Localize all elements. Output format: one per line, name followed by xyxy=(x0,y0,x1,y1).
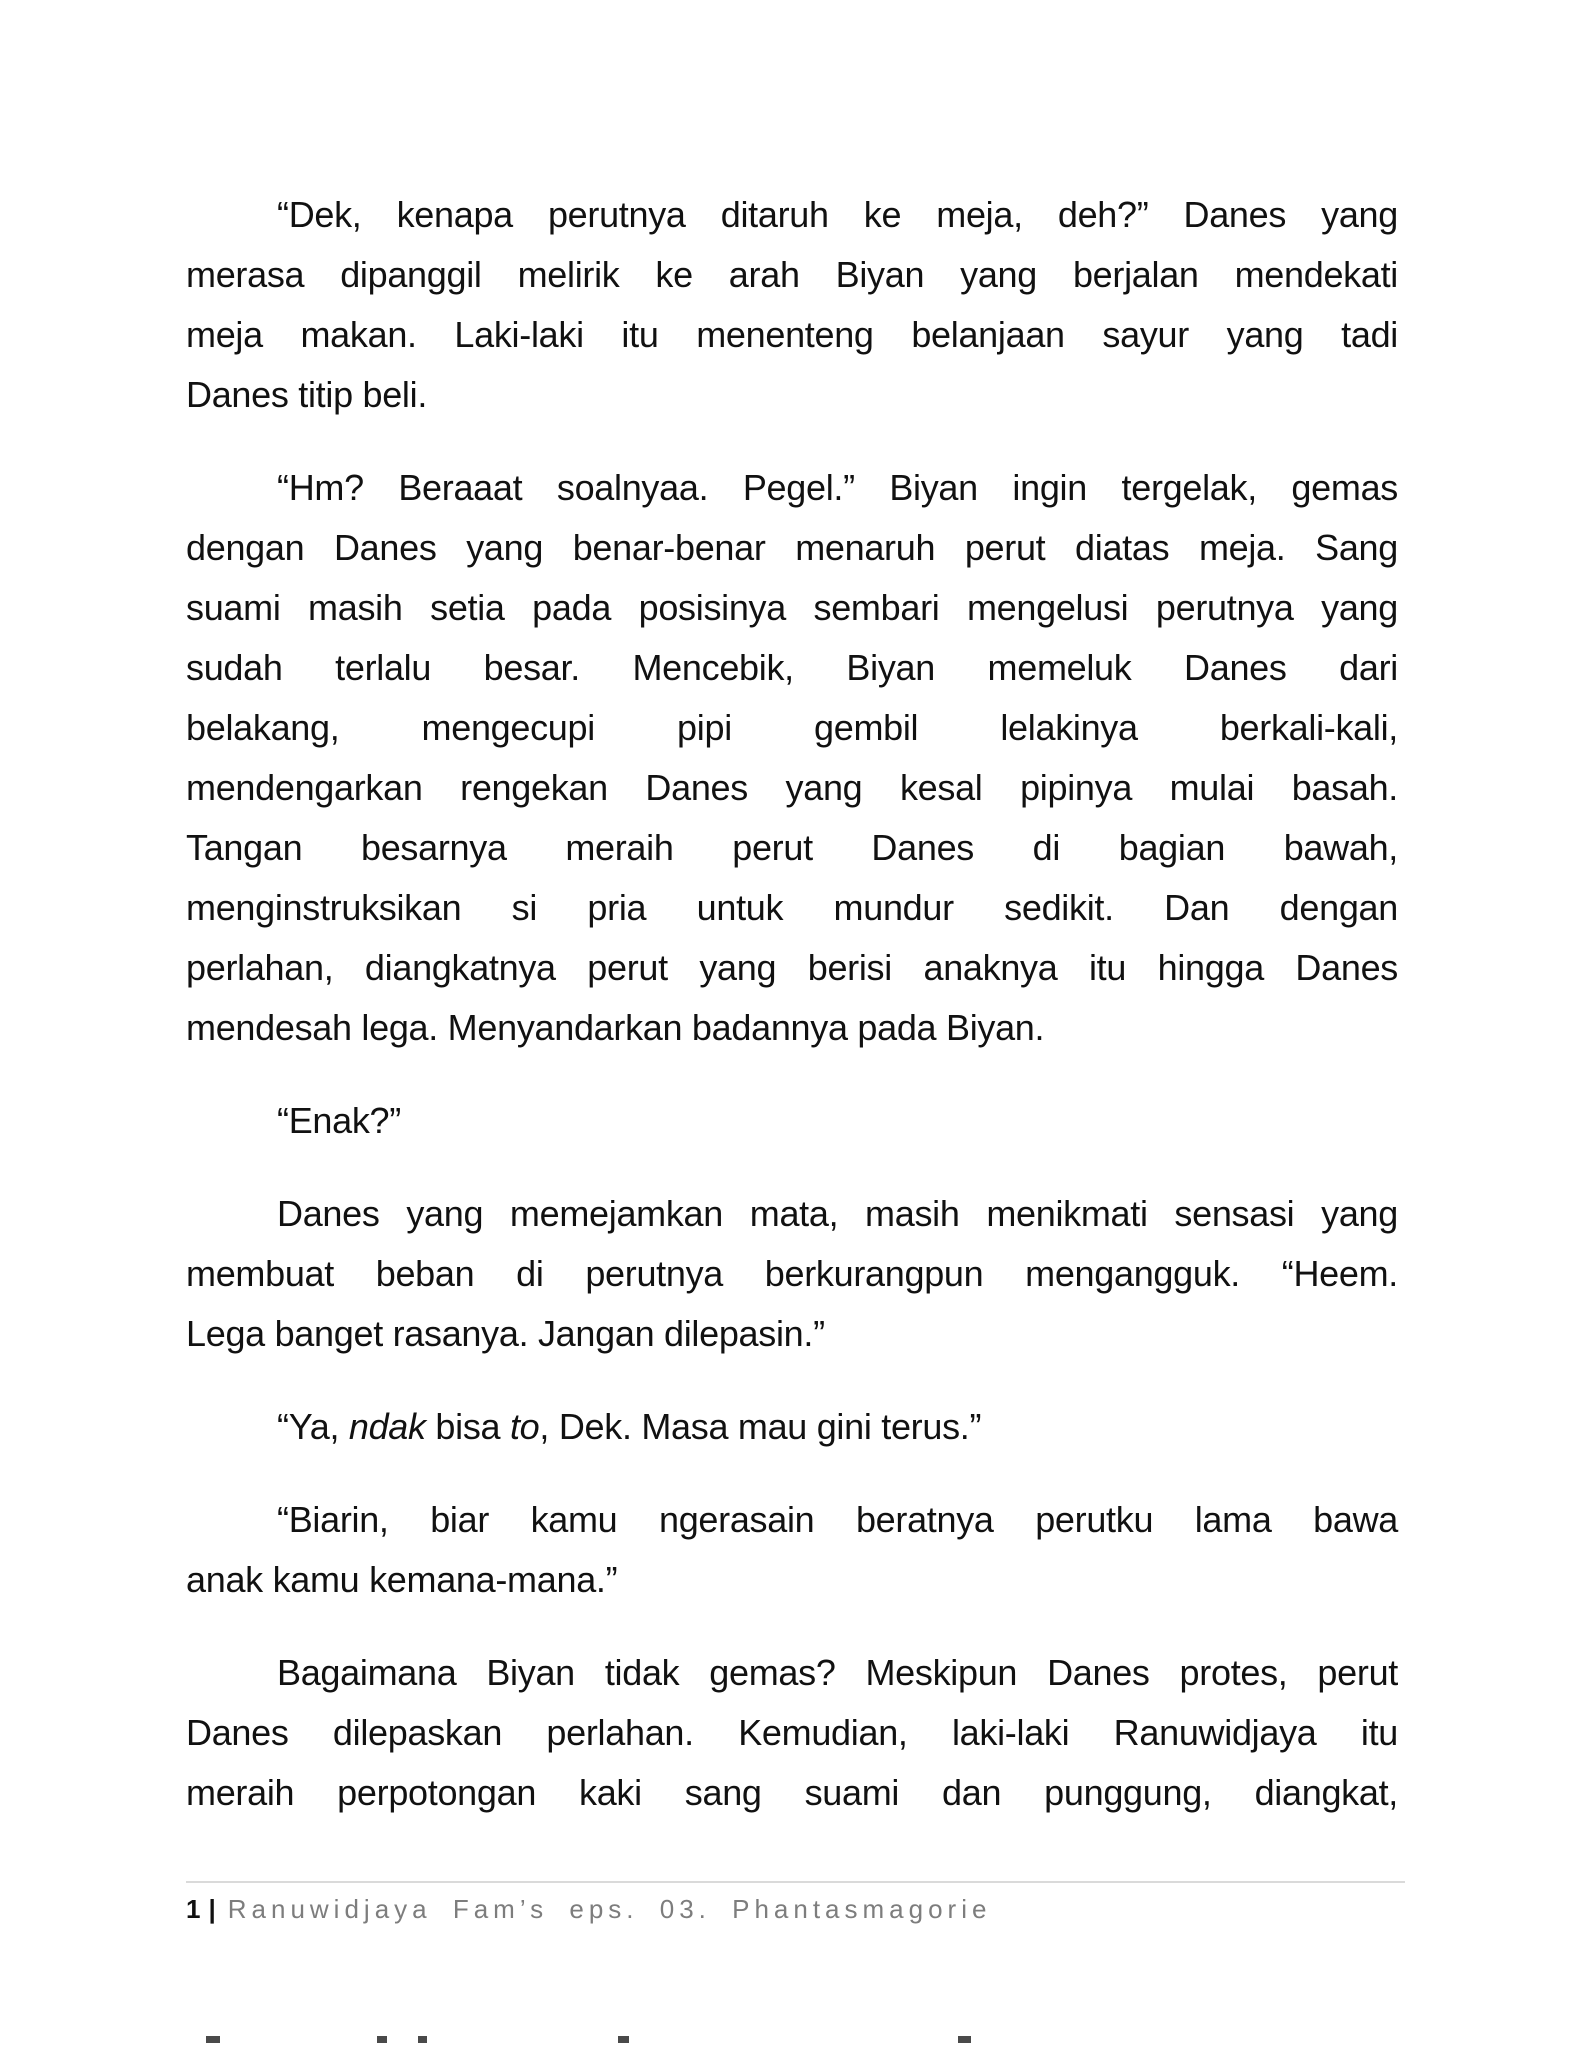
footer-divider xyxy=(186,1881,1405,1883)
text-run: Bagaimana Biyan tidak gemas? Meskipun Danes protes, perut xyxy=(277,1652,1398,1693)
text-line xyxy=(186,578,1398,638)
text-line xyxy=(186,1184,1398,1244)
text-line xyxy=(186,878,1398,938)
text-run: meja makan. Laki-laki itu menenteng belanjaan sayur yang tadi xyxy=(186,314,1398,355)
text-run: menginstruksikan si pria untuk mundur sedikit. Dan dengan xyxy=(186,887,1398,928)
text-line xyxy=(186,1490,1398,1550)
text-run: “Biarin, biar kamu ngerasain beratnya perutku lama bawa xyxy=(277,1499,1398,1540)
text-run: mendengarkan rengekan Danes yang kesal pipinya mulai basah. xyxy=(186,767,1398,808)
text-run: membuat beban di perutnya berkurangpun mengangguk. “Heem. xyxy=(186,1253,1398,1294)
text-line xyxy=(186,1550,1398,1610)
paragraph xyxy=(186,1184,1398,1364)
text-line xyxy=(186,818,1398,878)
text-line xyxy=(186,638,1398,698)
text-run: sudah terlalu besar. Mencebik, Biyan memeluk Danes dari xyxy=(186,647,1398,688)
text-line xyxy=(186,1244,1398,1304)
text-line xyxy=(186,518,1398,578)
footer-title: Ranuwidjaya Fam’s eps. 03. Phantasmagorie xyxy=(227,1894,992,1924)
document-body xyxy=(186,185,1398,1823)
next-page-clipped-line xyxy=(0,2036,1583,2048)
paragraph xyxy=(186,185,1398,425)
text-run: suami masih setia pada posisinya sembari mengelusi perutnya yang xyxy=(186,587,1398,628)
paragraph xyxy=(186,1643,1398,1823)
text-run: Danes dilepaskan perlahan. Kemudian, laki-laki Ranuwidjaya itu xyxy=(186,1712,1398,1753)
text-run: bisa xyxy=(425,1406,510,1447)
text-line xyxy=(186,305,1398,365)
clipped-letter-top xyxy=(418,2036,427,2043)
paragraph xyxy=(186,1490,1398,1610)
text-run: meraih perpotongan kaki sang suami dan punggung, diangkat, xyxy=(186,1772,1398,1813)
text-line xyxy=(186,1397,1398,1457)
clipped-letter-top xyxy=(206,2036,220,2043)
italic-text-run: ndak xyxy=(348,1406,426,1447)
text-line xyxy=(186,1763,1398,1823)
clipped-letter-top xyxy=(377,2036,387,2043)
text-line xyxy=(186,1643,1398,1703)
text-line xyxy=(186,758,1398,818)
text-line xyxy=(186,998,1398,1058)
text-run: “Enak?” xyxy=(277,1100,401,1141)
text-run: Lega banget rasanya. Jangan dilepasin.” xyxy=(186,1313,825,1354)
text-run: perlahan, diangkatnya perut yang berisi anaknya itu hingga Danes xyxy=(186,947,1398,988)
text-run: belakang, mengecupi pipi gembil lelakinya berkali-kali, xyxy=(186,707,1398,748)
text-run: “Hm? Beraaat soalnyaa. Pegel.” Biyan ingin tergelak, gemas xyxy=(277,467,1398,508)
page-footer xyxy=(186,1894,991,1924)
text-line xyxy=(186,1091,1398,1151)
clipped-letter-top xyxy=(618,2036,629,2043)
text-line xyxy=(186,1304,1398,1364)
text-run: anak kamu kemana-mana.” xyxy=(186,1559,618,1600)
text-run: merasa dipanggil melirik ke arah Biyan yang berjalan mendekati xyxy=(186,254,1398,295)
text-run: Tangan besarnya meraih perut Danes di bagian bawah, xyxy=(186,827,1398,868)
text-run: mendesah lega. Menyandarkan badannya pada Biyan. xyxy=(186,1007,1045,1048)
paragraph xyxy=(186,1091,1398,1151)
text-line xyxy=(186,458,1398,518)
text-run: , Dek. Masa mau gini terus.” xyxy=(539,1406,982,1447)
page-number: 1 xyxy=(186,1894,203,1924)
text-run: Danes titip beli. xyxy=(186,374,428,415)
text-line xyxy=(186,698,1398,758)
text-line xyxy=(186,938,1398,998)
paragraph xyxy=(186,458,1398,1058)
paragraph xyxy=(186,1397,1398,1457)
clipped-letter-top xyxy=(958,2036,971,2043)
text-run: dengan Danes yang benar-benar menaruh perut diatas meja. Sang xyxy=(186,527,1398,568)
text-run: “Dek, kenapa perutnya ditaruh ke meja, deh?” Danes yang xyxy=(277,194,1398,235)
text-line xyxy=(186,245,1398,305)
italic-text-run: to xyxy=(509,1406,540,1447)
text-run: “Ya, xyxy=(277,1406,349,1447)
text-run: Danes yang memejamkan mata, masih menikmati sensasi yang xyxy=(277,1193,1398,1234)
footer-separator: | xyxy=(208,1894,216,1924)
text-line xyxy=(186,365,1398,425)
text-line xyxy=(186,1703,1398,1763)
text-line xyxy=(186,185,1398,245)
